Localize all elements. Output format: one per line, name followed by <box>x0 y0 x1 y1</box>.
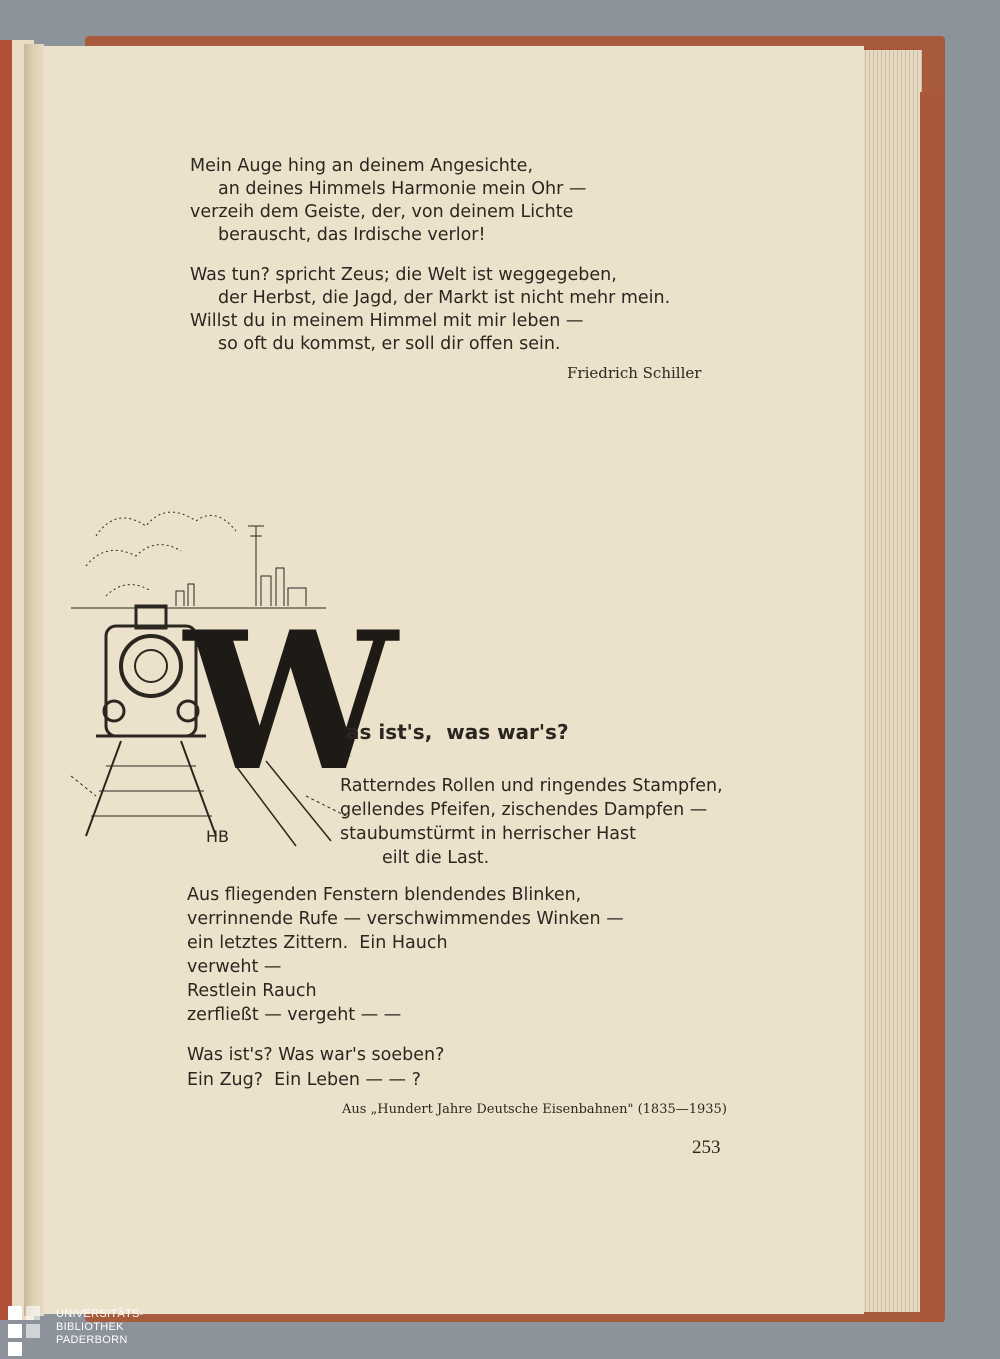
right-cover-cloth <box>920 92 944 1322</box>
poem1-line-6: der Herbst, die Jagd, der Markt ist nicht mehr mein. <box>218 288 671 308</box>
poem2-line-12: Ein Zug? Ein Leben — — ? <box>187 1070 421 1090</box>
poem2-line-4: eilt die Last. <box>382 848 490 868</box>
illustrator-initials: HB <box>206 827 230 846</box>
poem1-author: Friedrich Schiller <box>567 364 702 382</box>
poem2-source: Aus „Hundert Jahre Deutsche Eisenbahnen" (1835—1935) <box>342 1102 727 1117</box>
poem1-line-3: verzeih dem Geiste, der, von deinem Lichte <box>190 202 574 222</box>
page-edges <box>862 50 922 1312</box>
footer-line-2: BIBLIOTHEK <box>56 1321 124 1333</box>
poem1-line-5: Was tun? spricht Zeus; die Welt ist weggegeben, <box>190 265 617 285</box>
drop-cap-initial: W <box>184 590 398 813</box>
poem2-line-9: Restlein Rauch <box>187 981 317 1001</box>
poem1-line-7: Willst du in meinem Himmel mit mir leben — <box>190 311 584 331</box>
locomotive-illustration <box>66 496 398 856</box>
poem1-line-1: Mein Auge hing an deinem Angesichte, <box>190 156 534 176</box>
book-gutter <box>24 44 44 1316</box>
library-logo <box>6 1304 51 1358</box>
poem1-line-2: an deines Himmels Harmonie mein Ohr — <box>218 179 587 199</box>
footer-line-3: PADERBORN <box>56 1334 128 1346</box>
page-number: 253 <box>692 1137 721 1158</box>
poem2-line-8: verweht — <box>187 957 282 977</box>
footer-line-1: UNIVERSITÄTS- <box>56 1308 144 1320</box>
poem2-line-2: gellendes Pfeifen, zischendes Dampfen — <box>340 800 708 820</box>
poem1-line-4: berauscht, das Irdische verlor! <box>218 225 486 245</box>
poem2-line-5: Aus fliegenden Fenstern blendendes Blinken, <box>187 885 582 905</box>
poem2-line-1: Ratterndes Rollen und ringendes Stampfen, <box>340 776 723 796</box>
poem1-line-8: so oft du kommst, er soll dir offen sein. <box>218 334 561 354</box>
poem2-line-11: Was ist's? Was war's soeben? <box>187 1045 445 1065</box>
poem2-line-7: ein letztes Zittern. Ein Hauch <box>187 933 448 953</box>
poem2-line-3: staubumstürmt in herrischer Hast <box>340 824 637 844</box>
poem2-title: as ist's, was war's? <box>346 720 569 744</box>
poem2-line-10: zerfließt — vergeht — — <box>187 1005 402 1025</box>
left-cover-cloth <box>0 40 12 1320</box>
poem2-line-6: verrinnende Rufe — verschwimmendes Winken — <box>187 909 624 929</box>
